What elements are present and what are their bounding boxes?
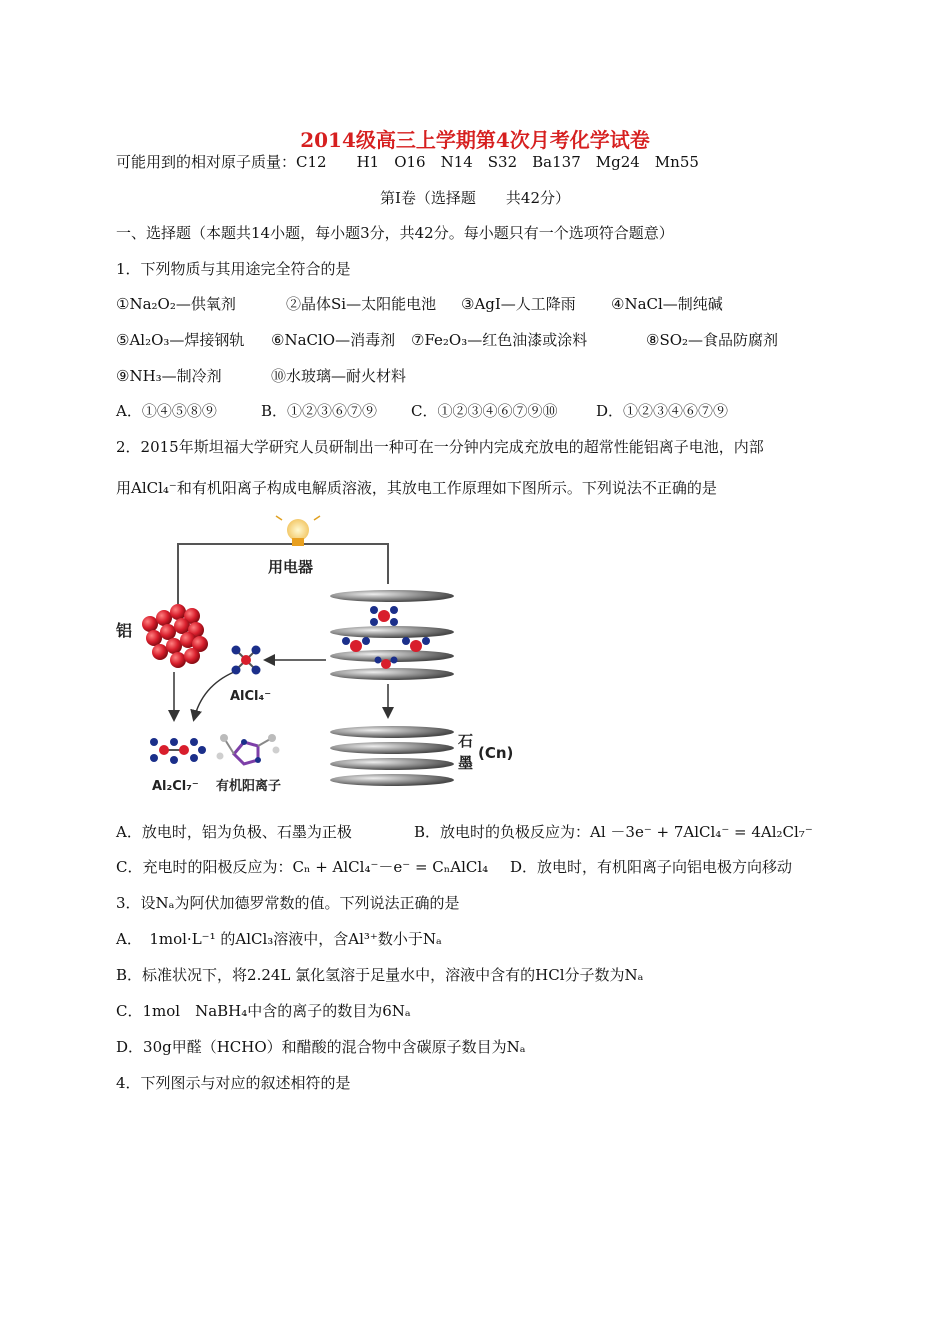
q2-option-row1 bbox=[116, 822, 813, 842]
section-heading: 第Ⅰ卷（选择题 共42分） bbox=[379, 189, 570, 207]
q2-option-b: B．放电时的负极反应为：Al －3e⁻ + 7AlCl₄⁻ = 4Al₂Cl₇⁻ bbox=[414, 823, 813, 841]
q3-option-a: A． 1mol·L⁻¹ 的AlCl₃溶液中，含Al³⁺数小于Nₐ bbox=[116, 930, 442, 948]
battery-diagram bbox=[116, 514, 536, 804]
organic-cation-label: 有机阳离子 bbox=[216, 779, 282, 794]
q2-option-row2 bbox=[116, 857, 792, 877]
q2-option-c: C．充电时的阳极反应为：Cₙ + AlCl₄⁻－e⁻ = CₙAlCl₄ bbox=[116, 858, 489, 876]
al2cl7-molecule-icon bbox=[150, 738, 206, 764]
q2-option-d: D．放电时，有机阳离子向铝电极方向移动 bbox=[510, 858, 793, 876]
q3-option-c: C．1mol NaBH₄中含的离子的数目为6Nₐ bbox=[116, 1002, 411, 1020]
q1-item-4: ④NaCl—制纯碱 bbox=[611, 295, 723, 313]
aluminum-cluster-icon bbox=[142, 604, 208, 668]
q1-stem: 1．下列物质与其用途完全符合的是 bbox=[116, 260, 351, 278]
q1-row1 bbox=[116, 294, 723, 314]
q1-item-9: ⑨NH₃—制冷剂 bbox=[116, 367, 222, 385]
q2-stem-line1: 2．2015年斯坦福大学研究人员研制出一种可在一分钟内完成充放电的超常性能铝离子电池，内部 bbox=[116, 438, 764, 456]
q1-item-2: ②晶体Si—太阳能电池 bbox=[286, 295, 437, 313]
graphite-stack-upper-icon bbox=[330, 590, 454, 680]
q3-option-d: D．30g甲醛（HCHO）和醋酸的混合物中含碳原子数目为Nₐ bbox=[116, 1038, 526, 1056]
aluminum-label: 铝 bbox=[116, 621, 133, 640]
q4-stem: 4．下列图示与对应的叙述相符的是 bbox=[116, 1074, 351, 1092]
cn-label: (Cn) bbox=[478, 744, 514, 762]
q2-option-a: A．放电时，铝为负极、石墨为正极 bbox=[116, 823, 352, 841]
q2-stem-line2: 用AlCl₄⁻和有机阳离子构成电解质溶液，其放电工作原理如下图所示。下列说法不正确的是 bbox=[116, 479, 717, 497]
instructions: 一、选择题（本题共14小题，每小题3分，共42分。每小题只有一个选项符合题意） bbox=[116, 224, 674, 242]
device-label: 用电器 bbox=[268, 558, 314, 576]
q1-item-7: ⑦Fe₂O₃—红色油漆或涂料 bbox=[411, 331, 588, 349]
arrow-curve bbox=[194, 672, 234, 719]
graphite-label-1: 石 bbox=[458, 732, 474, 750]
q1-option-a: A．①④⑤⑧⑨ bbox=[116, 402, 217, 420]
q1-item-3: ③AgI—人工降雨 bbox=[461, 295, 576, 313]
alcl4-label: AlCl₄⁻ bbox=[230, 689, 272, 704]
alcl4-molecule-icon bbox=[232, 646, 261, 675]
organic-cation-icon bbox=[217, 734, 280, 764]
q1-row3 bbox=[116, 366, 406, 386]
q1-option-c: C．①②③④⑥⑦⑨⑩ bbox=[411, 402, 558, 420]
q3-option-b: B．标准状况下，将2.24L 氯化氢溶于足量水中，溶液中含有的HCl分子数为Nₐ bbox=[116, 966, 644, 984]
q1-item-8: ⑧SO₂—食品防腐剂 bbox=[646, 331, 779, 349]
q1-options bbox=[116, 401, 728, 421]
page-title: 2014级高三上学期第4次月考化学试卷 bbox=[300, 128, 650, 152]
q1-option-d: D．①②③④⑥⑦⑨ bbox=[596, 402, 729, 420]
bulb-icon bbox=[276, 514, 320, 546]
q1-row2 bbox=[116, 330, 778, 350]
q1-item-1: ①Na₂O₂—供氧剂 bbox=[116, 295, 236, 313]
al2cl7-label: Al₂Cl₇⁻ bbox=[152, 779, 199, 794]
atomic-masses: 可能用到的相对原子质量：C12 H1 O16 N14 S32 Ba137 Mg24 Mn55 bbox=[116, 153, 699, 171]
graphite-label-2: 墨 bbox=[458, 754, 474, 772]
q1-item-5: ⑤Al₂O₃—焊接钢轨 bbox=[116, 331, 245, 349]
q3-stem: 3．设Nₐ为阿伏加德罗常数的值。下列说法正确的是 bbox=[116, 894, 460, 912]
q1-option-b: B．①②③⑥⑦⑨ bbox=[261, 402, 378, 420]
q1-item-10: ⑩水玻璃—耐火材料 bbox=[271, 367, 407, 385]
q1-item-6: ⑥NaClO—消毒剂 bbox=[271, 331, 396, 349]
graphite-stack-lower-icon bbox=[330, 726, 454, 786]
